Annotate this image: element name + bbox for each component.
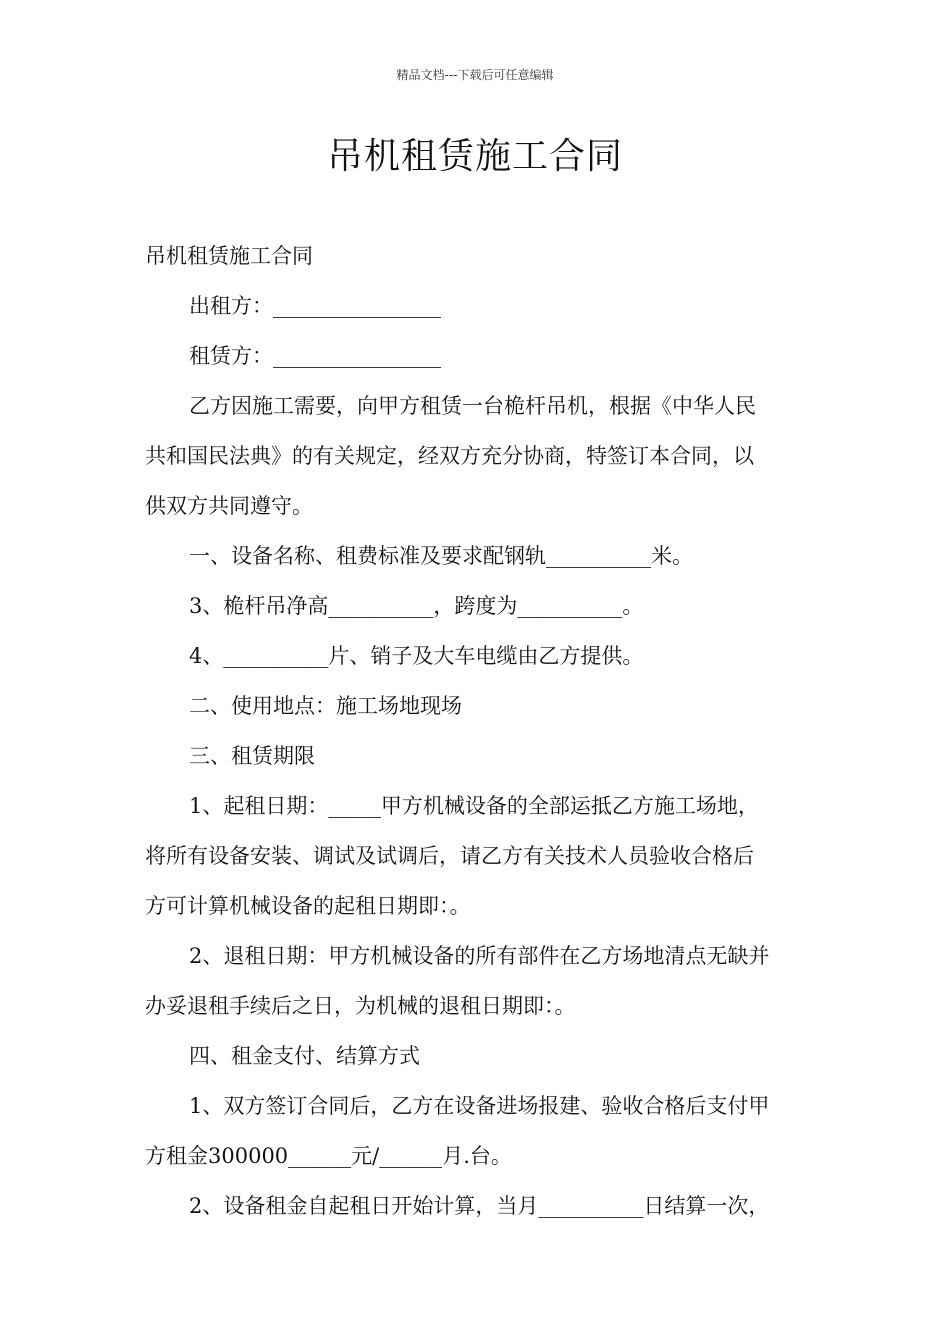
document-body [145,231,810,1231]
body-line: 方可计算机械设备的起租日期即：。 [145,894,471,918]
body-line: 一、设备名称、租费标准及要求配钢轨__________米。 [189,544,693,568]
body-line: 3、桅杆吊净高__________，跨度为__________。 [189,594,644,618]
body-line: 将所有设备安装、调试及试调后，请乙方有关技术人员验收合格后 [145,844,754,868]
body-line: 方租金300000______元/______月.台。 [145,1144,512,1168]
header-note: 精品文档---下载后可任意编辑 [396,68,554,82]
body-line: 4、__________片、销子及大车电缆由乙方提供。 [189,644,644,668]
body-line: 1、双方签订合同后，乙方在设备进场报建、验收合格后支付甲 [189,1094,770,1118]
body-line: 2、退租日期：甲方机械设备的所有部件在乙方场地清点无缺并 [189,944,770,968]
body-line: 乙方因施工需要，向甲方租赁一台桅杆吊机，根据《中华人民 [189,394,756,418]
body-line: 供双方共同遵守。 [145,494,313,518]
body-line: 出租方：________________ [189,294,441,318]
body-line: 二、使用地点：施工场地现场 [189,694,462,718]
document-title: 吊机租赁施工合同 [326,136,623,177]
body-line: 三、租赁期限 [189,744,315,768]
body-line: 共和国民法典》的有关规定，经双方充分协商，特签订本合同，以 [145,444,754,468]
body-line: 吊机租赁施工合同 [145,244,313,268]
body-line: 2、设备租金自起租日开始计算，当月__________日结算一次， [189,1194,770,1218]
body-line: 办妥退租手续后之日，为机械的退租日期即：。 [145,994,576,1018]
body-line: 四、租金支付、结算方式 [189,1044,420,1068]
body-line: 租赁方：________________ [189,344,441,368]
body-line: 1、起租日期：_____甲方机械设备的全部运抵乙方施工场地， [189,794,759,818]
